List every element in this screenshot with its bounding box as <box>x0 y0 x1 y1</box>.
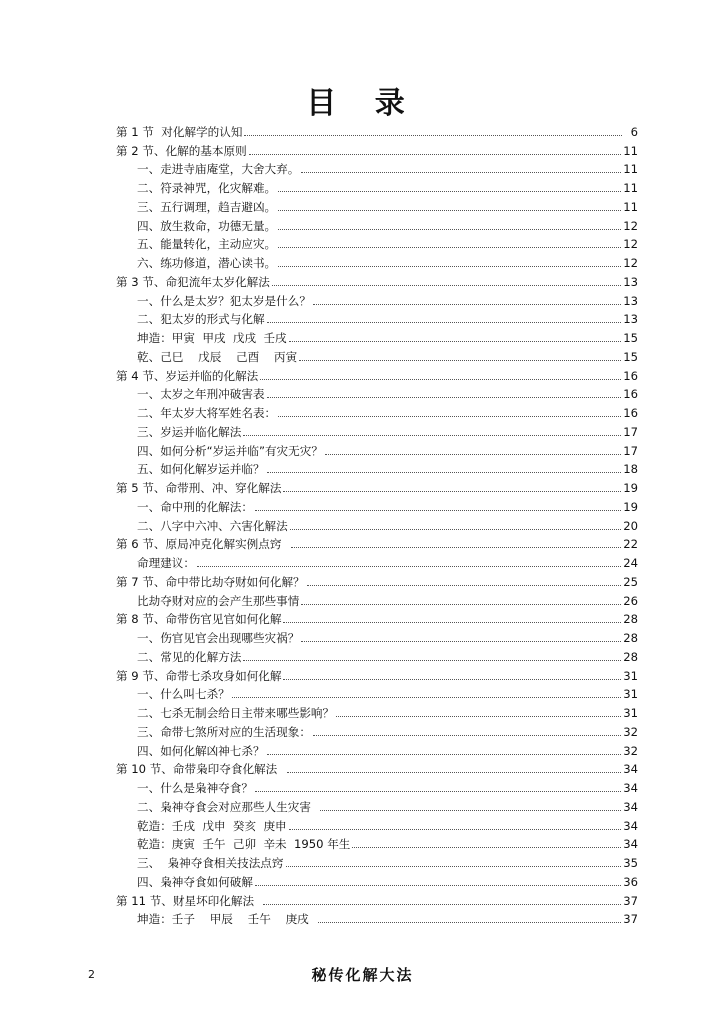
toc-entry-label: 第 6 节、原局冲克化解实例点窍 <box>116 537 289 552</box>
toc-dot-leader <box>278 210 621 211</box>
toc-page-number: 19 <box>623 481 638 495</box>
toc-entry-label: 一、太岁之年刑冲破害表 <box>137 387 265 402</box>
toc-dot-leader <box>260 379 621 380</box>
toc-dot-leader <box>283 491 621 492</box>
toc-section-link[interactable] <box>116 665 638 684</box>
toc-page-number: 34 <box>623 818 638 833</box>
toc-entry-label: 二、枭神夺食会对应那些人生灾害 <box>137 799 319 814</box>
toc-page-number: 31 <box>623 706 638 720</box>
toc-entry-label: 五、如何化解岁运并临？ <box>137 462 265 477</box>
toc-subsection-link[interactable] <box>116 309 638 328</box>
toc-page-number: 36 <box>623 874 638 889</box>
toc-entry-label: 二、符录神咒，化灾解难。 <box>137 181 277 195</box>
toc-dot-leader <box>232 697 621 698</box>
toc-entry-label: 四、如何分析“岁运并临”有灾无灾？ <box>137 443 323 458</box>
toc-dot-leader <box>301 641 621 642</box>
toc-section-link[interactable] <box>116 121 638 140</box>
toc-dot-leader <box>267 472 622 473</box>
toc-dot-leader <box>352 847 621 848</box>
toc-dot-leader <box>318 922 621 923</box>
toc-subsection-link[interactable] <box>116 421 638 440</box>
toc-subsection-link[interactable] <box>116 290 638 309</box>
toc-dot-leader <box>278 247 621 248</box>
toc-page-number: 12 <box>623 237 638 252</box>
toc-page-number: 34 <box>623 799 638 814</box>
toc-entry-label: 三、命带七煞所对应的生活现象： <box>137 724 311 739</box>
table-of-contents <box>116 121 638 927</box>
toc-entry-label: 一、走进寺庙庵堂，大舍大弃。 <box>137 162 300 177</box>
toc-page-number: 15 <box>623 349 638 364</box>
toc-section-link[interactable] <box>116 571 638 590</box>
toc-dot-leader <box>278 416 621 417</box>
toc-page-number: 13 <box>623 274 638 289</box>
toc-subsection-link[interactable] <box>116 552 638 571</box>
toc-entry-label: 二、七杀无制会给日主带来哪些影响？ <box>137 706 335 720</box>
toc-dot-leader <box>291 547 621 548</box>
toc-entry-label: 乾造：庚寅 壬午 己卯 辛未 1950 年生 <box>137 837 351 852</box>
toc-entry-label: 第 1 节 对化解学的认知 <box>116 124 243 139</box>
toc-subsection-link[interactable] <box>116 215 638 234</box>
toc-page-number: 25 <box>623 574 638 589</box>
toc-page-number: 13 <box>623 312 638 327</box>
toc-dot-leader <box>249 154 622 155</box>
toc-dot-leader <box>267 397 622 398</box>
toc-entry-label: 命理建议： <box>137 556 195 570</box>
toc-subsection-link[interactable] <box>116 234 638 253</box>
toc-subsection-link[interactable] <box>116 852 638 871</box>
toc-dot-leader <box>283 622 621 623</box>
toc-section-link[interactable] <box>116 759 638 778</box>
toc-page-number: 13 <box>623 293 638 308</box>
toc-entry-label: 四、如何化解凶神七杀？ <box>137 743 265 758</box>
toc-page-number: 34 <box>623 762 638 777</box>
toc-subsection-link[interactable] <box>116 740 638 759</box>
toc-dot-leader <box>289 829 622 830</box>
toc-page-number: 34 <box>623 837 638 852</box>
toc-entry-label: 比劫夺财对应的会产生那些事情 <box>137 593 300 608</box>
toc-section-link[interactable] <box>116 365 638 384</box>
toc-entry-label: 第 11 节、财星坏印化解法 <box>116 893 262 908</box>
toc-entry-label: 坤造：甲寅 甲戌 戊戌 壬戌 <box>137 331 287 345</box>
toc-subsection-link[interactable] <box>116 646 638 665</box>
toc-page-number: 34 <box>623 781 638 795</box>
toc-entry-label: 一、命中刑的化解法： <box>137 499 253 514</box>
toc-dot-leader <box>307 585 622 586</box>
toc-dot-leader <box>278 229 621 230</box>
toc-dot-leader <box>313 735 621 736</box>
toc-section-link[interactable] <box>116 140 638 159</box>
toc-page-number: 17 <box>623 424 638 439</box>
page-number: 2 <box>88 968 95 981</box>
toc-dot-leader <box>278 191 621 192</box>
toc-dot-leader <box>336 716 621 717</box>
toc-page-number: 19 <box>623 499 638 514</box>
toc-subsection-link[interactable] <box>116 177 638 196</box>
toc-page-number: 6 <box>630 124 638 139</box>
toc-entry-label: 第 5 节、命带刑、冲、穿化解法 <box>116 481 282 495</box>
toc-entry-label: 四、枭神夺食如何破解 <box>137 874 253 889</box>
toc-dot-leader <box>289 341 622 342</box>
toc-subsection-link[interactable] <box>116 777 638 796</box>
toc-page-number: 18 <box>623 462 638 477</box>
toc-dot-leader <box>267 754 622 755</box>
toc-entry-label: 二、年太岁大将军姓名表： <box>137 406 277 420</box>
toc-page-number: 11 <box>623 143 638 158</box>
toc-dot-leader <box>244 135 622 136</box>
toc-subsection-link[interactable] <box>116 252 638 271</box>
toc-entry-label: 三、五行调理，趋吉避凶。 <box>137 199 277 214</box>
toc-entry-label: 乾造：壬戌 戊申 癸亥 庚申 <box>137 818 287 833</box>
footer-book-title: 秘传化解大法 <box>311 966 414 984</box>
toc-subsection-link[interactable] <box>116 459 638 478</box>
toc-section-link[interactable] <box>116 534 638 553</box>
toc-dot-leader <box>267 322 622 323</box>
toc-subsection-link[interactable] <box>116 496 638 515</box>
toc-entry-label: 一、伤官见官会出现哪些灾祸？ <box>137 631 300 645</box>
toc-page-number: 11 <box>623 162 638 177</box>
toc-page-number: 26 <box>623 593 638 608</box>
toc-page-number: 24 <box>623 556 638 570</box>
toc-subsection-link[interactable] <box>116 871 638 890</box>
toc-subsection-link[interactable] <box>116 196 638 215</box>
toc-page-number: 37 <box>623 912 638 927</box>
toc-entry-label: 乾、己巳 戊辰 己酉 丙寅 <box>137 349 298 364</box>
toc-dot-leader <box>255 510 621 511</box>
toc-entry-label: 坤造：壬子 甲辰 壬午 庚戌 <box>137 912 317 927</box>
toc-entry-label: 第 8 节、命带伤官见官如何化解 <box>116 612 282 627</box>
toc-dot-leader <box>255 885 621 886</box>
toc-subsection-link[interactable] <box>116 909 638 928</box>
toc-page-number: 28 <box>623 649 638 664</box>
toc-subsection-link[interactable] <box>116 815 638 834</box>
toc-subsection-link[interactable] <box>116 159 638 178</box>
toc-section-link[interactable] <box>116 890 638 909</box>
toc-entry-label: 第 2 节、化解的基本原则 <box>116 143 247 158</box>
toc-page-number: 16 <box>623 368 638 383</box>
toc-dot-leader <box>301 172 621 173</box>
toc-subsection-link[interactable] <box>116 515 638 534</box>
toc-section-link[interactable] <box>116 477 638 496</box>
toc-page-number: 28 <box>623 631 638 645</box>
toc-page-number: 15 <box>623 331 638 345</box>
toc-subsection-link[interactable] <box>116 440 638 459</box>
toc-entry-label: 五、能量转化，主动应灾。 <box>137 237 277 252</box>
toc-dot-leader <box>299 360 621 361</box>
toc-subsection-link[interactable] <box>116 627 638 646</box>
toc-entry-label: 第 7 节、命中带比劫夺财如何化解？ <box>116 574 305 589</box>
toc-entry-label: 四、放生救命，功德无量。 <box>137 218 277 233</box>
toc-dot-leader <box>243 660 621 661</box>
toc-entry-label: 第 10 节、命带枭印夺食化解法 <box>116 762 285 777</box>
toc-page-number: 20 <box>623 518 638 533</box>
toc-subsection-link[interactable] <box>116 327 638 346</box>
toc-page-number: 12 <box>623 218 638 233</box>
toc-entry-label: 三、岁运并临化解法 <box>137 424 242 439</box>
toc-dot-leader <box>286 866 622 867</box>
toc-page-number: 31 <box>623 687 638 702</box>
toc-dot-leader <box>320 810 621 811</box>
toc-subsection-link[interactable] <box>116 590 638 609</box>
toc-entry-label: 第 9 节、命带七杀攻身如何化解 <box>116 668 282 683</box>
toc-dot-leader <box>301 604 621 605</box>
toc-page-number: 16 <box>623 387 638 402</box>
toc-entry-label: 三、 枭神夺食相关技法点窍 <box>137 856 284 870</box>
toc-entry-label: 第 3 节、命犯流年太岁化解法 <box>116 274 270 289</box>
toc-entry-label: 一、什么叫七杀？ <box>137 687 230 702</box>
toc-page-number: 32 <box>623 724 638 739</box>
toc-page-number: 11 <box>623 181 638 195</box>
toc-page-number: 37 <box>623 893 638 908</box>
toc-section-link[interactable] <box>116 271 638 290</box>
toc-subsection-link[interactable] <box>116 702 638 721</box>
toc-entry-label: 二、常见的化解方法 <box>137 649 242 664</box>
toc-entry-label: 第 4 节、岁运并临的化解法 <box>116 368 259 383</box>
toc-dot-leader <box>197 566 621 567</box>
toc-entry-label: 二、八字中六冲、六害化解法 <box>137 518 288 533</box>
page-title: 目 录 <box>306 86 419 121</box>
toc-page-number: 31 <box>623 668 638 683</box>
toc-dot-leader <box>287 772 622 773</box>
toc-page-number: 32 <box>623 743 638 758</box>
toc-subsection-link[interactable] <box>116 834 638 853</box>
toc-page-number: 11 <box>623 199 638 214</box>
toc-subsection-link[interactable] <box>116 402 638 421</box>
toc-entry-label: 一、什么是枭神夺食？ <box>137 781 253 795</box>
toc-dot-leader <box>263 904 621 905</box>
toc-page-number: 17 <box>623 443 638 458</box>
toc-page-number: 16 <box>623 406 638 420</box>
toc-subsection-link[interactable] <box>116 796 638 815</box>
toc-subsection-link[interactable] <box>116 721 638 740</box>
toc-entry-label: 六、练功修道，潜心读书。 <box>137 256 277 270</box>
toc-page-number: 28 <box>623 612 638 627</box>
toc-subsection-link[interactable] <box>116 346 638 365</box>
toc-entry-label: 一、什么是太岁？犯太岁是什么？ <box>137 293 311 308</box>
toc-subsection-link[interactable] <box>116 684 638 703</box>
toc-entry-label: 二、犯太岁的形式与化解 <box>137 312 265 327</box>
toc-page-number: 12 <box>623 256 638 270</box>
toc-subsection-link[interactable] <box>116 384 638 403</box>
toc-page-number: 35 <box>623 856 638 870</box>
toc-dot-leader <box>313 304 621 305</box>
toc-dot-leader <box>255 791 621 792</box>
toc-section-link[interactable] <box>116 609 638 628</box>
toc-dot-leader <box>283 679 621 680</box>
toc-dot-leader <box>290 529 622 530</box>
toc-page-number: 22 <box>623 537 638 552</box>
toc-dot-leader <box>272 285 621 286</box>
toc-dot-leader <box>325 454 621 455</box>
toc-dot-leader <box>243 435 621 436</box>
toc-dot-leader <box>278 266 621 267</box>
